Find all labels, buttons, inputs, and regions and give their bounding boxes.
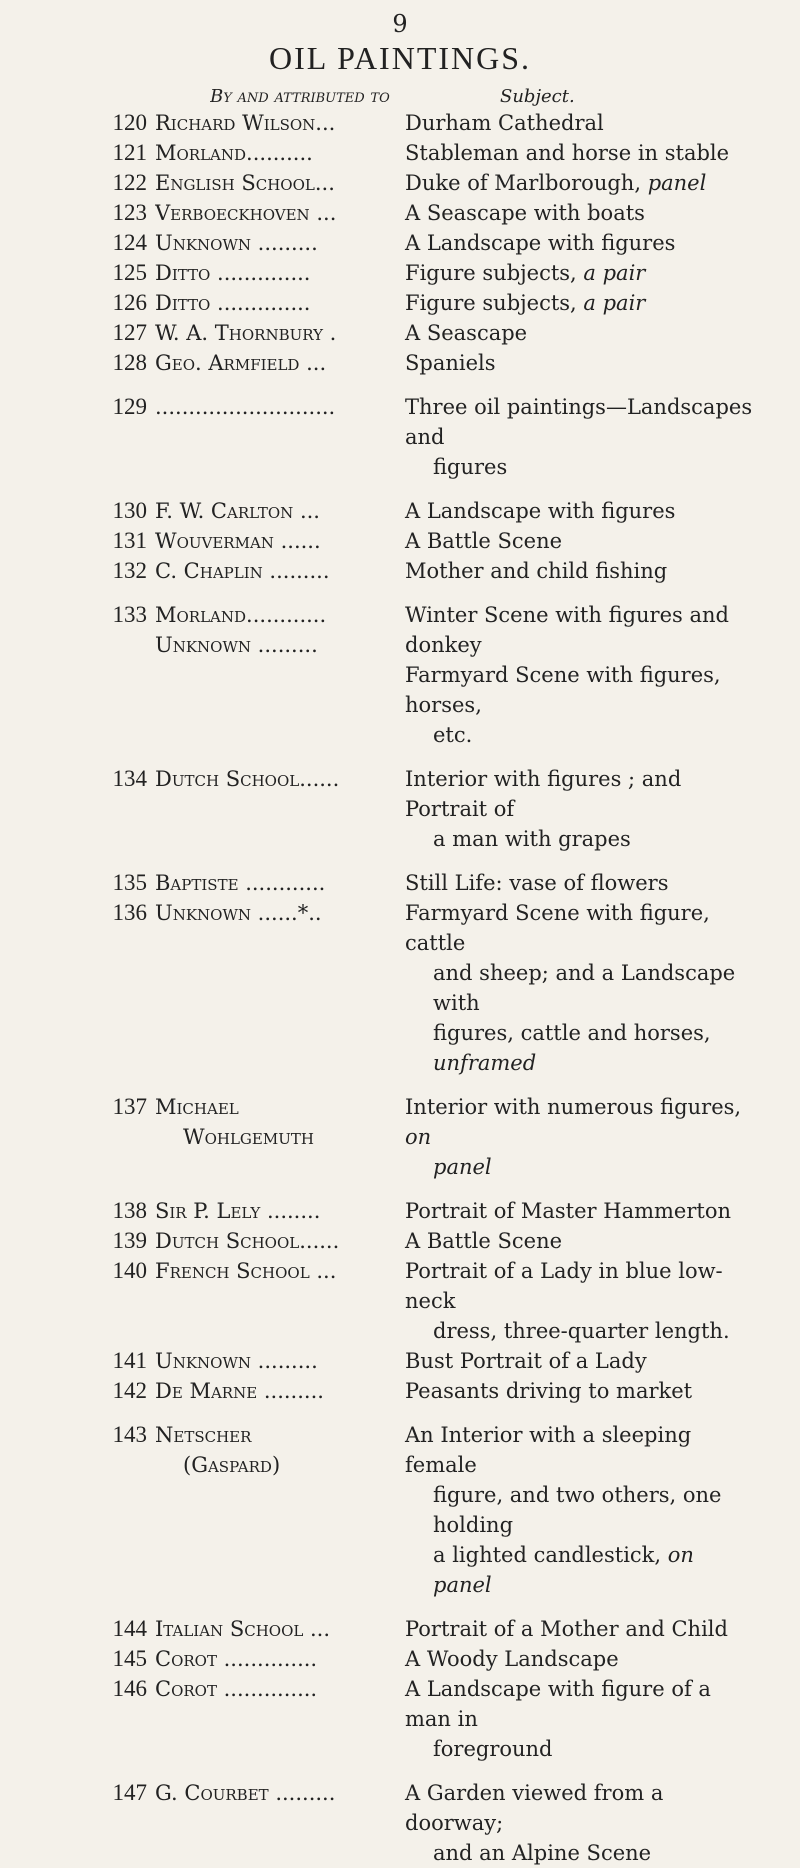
spacer bbox=[0, 1764, 800, 1778]
subject-text bbox=[405, 1376, 770, 1406]
subject-line: Portrait of Master Hammerton bbox=[405, 1199, 731, 1223]
artist-line: Morland............ bbox=[155, 603, 327, 627]
subject-continuation bbox=[405, 1152, 758, 1182]
artist-name: De Marne ......... bbox=[155, 1379, 324, 1403]
catalogue-entry bbox=[0, 138, 800, 168]
subject-line: Interior with figures ; and Portrait of bbox=[405, 767, 682, 821]
subject-text bbox=[405, 288, 770, 318]
subject-line: Farmyard Scene with figures, horses, bbox=[405, 663, 721, 717]
page-heading: OIL PAINTINGS. bbox=[268, 40, 532, 76]
catalogue-list bbox=[0, 108, 800, 1868]
artist-name: Unknown ......... bbox=[155, 1349, 318, 1373]
lot-number: 125 bbox=[112, 260, 147, 285]
artist-name: C. Chaplin ......... bbox=[155, 559, 330, 583]
catalogue-entry bbox=[0, 228, 800, 258]
subject-text bbox=[405, 1778, 770, 1868]
artist-name: Richard Wilson... bbox=[155, 111, 336, 135]
subject-line: Portrait of a Mother and Child bbox=[405, 1617, 728, 1641]
subject-continuation: figures, cattle and horses, unframed bbox=[433, 1021, 711, 1075]
spacer bbox=[0, 750, 800, 764]
lot-number: 141 bbox=[112, 1348, 147, 1373]
subject-italic: panel bbox=[647, 171, 707, 195]
subject-continuation: figures bbox=[433, 455, 508, 479]
artist-name: Dutch School...... bbox=[155, 1229, 340, 1253]
subject-continuation: foreground bbox=[433, 1737, 553, 1761]
lot-number: 133 bbox=[112, 602, 147, 627]
subject-text bbox=[405, 228, 770, 258]
subject-text bbox=[405, 600, 770, 750]
subject-text bbox=[405, 1420, 770, 1600]
subject-text bbox=[405, 392, 770, 482]
lot-number: 137 bbox=[112, 1094, 147, 1119]
lot-number: 147 bbox=[112, 1780, 147, 1805]
subject-continuation: figure, and two others, one holding bbox=[433, 1483, 722, 1537]
artist-name: Corot .............. bbox=[155, 1677, 318, 1701]
spacer bbox=[0, 1600, 800, 1614]
subject-text bbox=[405, 526, 770, 556]
subject-text bbox=[405, 168, 770, 198]
subject-line: Winter Scene with figures and donkey bbox=[405, 603, 729, 657]
subject-line: Still Life: vase of flowers bbox=[405, 871, 669, 895]
subject-line: Farmyard Scene with figure, cattle bbox=[405, 901, 710, 955]
catalogue-entry bbox=[0, 1256, 800, 1346]
spacer bbox=[0, 1078, 800, 1092]
lot-number: 146 bbox=[112, 1676, 147, 1701]
catalogue-entry bbox=[0, 764, 800, 854]
subject-line: A Battle Scene bbox=[405, 529, 563, 553]
artist-name: G. Courbet ......... bbox=[155, 1781, 336, 1805]
subject-line: Bust Portrait of a Lady bbox=[405, 1349, 647, 1373]
artist-name: F. W. Carlton ... bbox=[155, 499, 320, 523]
artist-line: Michael bbox=[155, 1095, 239, 1119]
artist-name: Morland.......... bbox=[155, 141, 313, 165]
catalogue-entry bbox=[0, 198, 800, 228]
spacer bbox=[0, 482, 800, 496]
artist-name: W. A. Thornbury . bbox=[155, 321, 337, 345]
subject-text bbox=[405, 138, 770, 168]
catalogue-entry bbox=[0, 1778, 800, 1868]
artist-line: Wohlgemuth bbox=[183, 1125, 314, 1149]
artist-line: Unknown ......... bbox=[155, 633, 318, 657]
subject-line: Interior with numerous figures, on bbox=[405, 1095, 742, 1149]
subject-text bbox=[405, 1674, 770, 1764]
subject-line: An Interior with a sleeping female bbox=[405, 1423, 692, 1477]
subject-text bbox=[405, 1614, 770, 1644]
subject-line: Mother and child fishing bbox=[405, 559, 668, 583]
artist-name: ........................... bbox=[155, 395, 336, 419]
catalogue-entry bbox=[0, 392, 800, 482]
artist-name: Sir P. Lely ........ bbox=[155, 1199, 321, 1223]
subject-continuation: dress, three-quarter length. bbox=[433, 1319, 730, 1343]
lot-number: 124 bbox=[112, 230, 147, 255]
subject-text bbox=[405, 108, 770, 138]
subject-text bbox=[405, 898, 770, 1078]
spacer bbox=[0, 1182, 800, 1196]
subject-line: Durham Cathedral bbox=[405, 111, 604, 135]
lot-number: 145 bbox=[112, 1646, 147, 1671]
spacer bbox=[0, 586, 800, 600]
artist-name: Wouverman ...... bbox=[155, 529, 321, 553]
catalogue-entry bbox=[0, 1092, 800, 1182]
catalogue-entry bbox=[0, 526, 800, 556]
catalogue-entry bbox=[0, 496, 800, 526]
catalogue-entry bbox=[0, 1420, 800, 1600]
subject-line: Three oil paintings—Landscapes and bbox=[405, 395, 753, 449]
catalogue-entry bbox=[0, 868, 800, 898]
catalogue-entry bbox=[0, 168, 800, 198]
spacer bbox=[0, 1406, 800, 1420]
lot-number: 143 bbox=[112, 1422, 147, 1447]
subject-text bbox=[405, 496, 770, 526]
subject-line: Duke of Marlborough, panel bbox=[405, 171, 707, 195]
artist-name: Ditto .............. bbox=[155, 291, 311, 315]
subject-column-heading: Subject. bbox=[500, 86, 575, 107]
catalogue-entry bbox=[0, 108, 800, 138]
subject-continuation: a man with grapes bbox=[433, 827, 631, 851]
subject-text bbox=[405, 258, 770, 288]
catalogue-entry bbox=[0, 1614, 800, 1644]
subject-text bbox=[405, 1226, 770, 1256]
artist-name: French School ... bbox=[155, 1259, 337, 1283]
subject-continuation: and sheep; and a Landscape with bbox=[433, 961, 736, 1015]
lot-number: 130 bbox=[112, 498, 147, 523]
artist-line: (Gaspard) bbox=[183, 1453, 281, 1477]
subject-text bbox=[405, 1092, 770, 1182]
subject-italic: panel bbox=[433, 1155, 492, 1179]
subject-line: A Seascape with boats bbox=[405, 201, 645, 225]
artist-name: Geo. Armfield ... bbox=[155, 351, 327, 375]
subject-italic: on bbox=[405, 1125, 432, 1149]
subject-line: A Battle Scene bbox=[405, 1229, 563, 1253]
catalogue-entry bbox=[0, 1226, 800, 1256]
lot-number: 140 bbox=[112, 1258, 147, 1283]
subject-line: A Woody Landscape bbox=[405, 1647, 619, 1671]
lot-number: 131 bbox=[112, 528, 147, 553]
catalogue-entry bbox=[0, 1674, 800, 1764]
subject-line: Spaniels bbox=[405, 351, 496, 375]
subject-continuation: a lighted candlestick, on panel bbox=[433, 1543, 694, 1597]
artist-name: Unknown ......... bbox=[155, 231, 318, 255]
artist-name: Italian School ... bbox=[155, 1617, 331, 1641]
catalogue-entry bbox=[0, 898, 800, 1078]
artist-column-heading: By and attributed to bbox=[210, 86, 390, 107]
subject-text bbox=[405, 1346, 770, 1376]
artist-name: Corot .............. bbox=[155, 1647, 318, 1671]
catalogue-entry bbox=[0, 258, 800, 288]
subject-line: A Landscape with figures bbox=[405, 231, 676, 255]
lot-number: 135 bbox=[112, 870, 147, 895]
lot-number: 129 bbox=[112, 394, 147, 419]
subject-text bbox=[405, 1256, 770, 1346]
subject-text bbox=[405, 318, 770, 348]
artist-name: Dutch School...... bbox=[155, 767, 340, 791]
subject-line: Portrait of a Lady in blue low-neck bbox=[405, 1259, 723, 1313]
artist-name bbox=[155, 1092, 405, 1182]
catalogue-entry bbox=[0, 318, 800, 348]
artist-name: Baptiste ............ bbox=[155, 871, 326, 895]
catalogue-entry bbox=[0, 1346, 800, 1376]
artist-name: Ditto .............. bbox=[155, 261, 311, 285]
artist-name: Verboeckhoven ... bbox=[155, 201, 337, 225]
lot-number: 128 bbox=[112, 350, 147, 375]
subject-line: Peasants driving to market bbox=[405, 1379, 693, 1403]
subject-text bbox=[405, 348, 770, 378]
subject-text bbox=[405, 1644, 770, 1674]
catalogue-entry bbox=[0, 348, 800, 378]
subject-text bbox=[405, 868, 770, 898]
lot-number: 126 bbox=[112, 290, 147, 315]
artist-name: Unknown ......*.. bbox=[155, 901, 322, 925]
lot-number: 139 bbox=[112, 1228, 147, 1253]
catalogue-entry bbox=[0, 600, 800, 750]
lot-number: 127 bbox=[112, 320, 147, 345]
subject-text bbox=[405, 198, 770, 228]
lot-number: 136 bbox=[112, 900, 147, 925]
subject-line: Stableman and horse in stable bbox=[405, 141, 730, 165]
subject-text bbox=[405, 764, 770, 854]
spacer bbox=[0, 854, 800, 868]
catalogue-entry bbox=[0, 1196, 800, 1226]
artist-name bbox=[155, 600, 405, 750]
artist-name: English School... bbox=[155, 171, 335, 195]
subject-italic: on panel bbox=[433, 1543, 694, 1597]
subject-text bbox=[405, 556, 770, 586]
lot-number: 142 bbox=[112, 1378, 147, 1403]
subject-italic: unframed bbox=[433, 1051, 537, 1075]
catalogue-entry bbox=[0, 1376, 800, 1406]
subject-italic: a pair bbox=[583, 261, 646, 285]
subject-line: Figure subjects, a pair bbox=[405, 291, 646, 315]
lot-number: 134 bbox=[112, 766, 147, 791]
lot-number: 121 bbox=[112, 140, 147, 165]
catalogue-entry bbox=[0, 1644, 800, 1674]
spacer bbox=[0, 378, 800, 392]
subject-line: A Landscape with figures bbox=[405, 499, 676, 523]
artist-line: Netscher bbox=[155, 1423, 252, 1447]
page-number: 9 bbox=[392, 10, 408, 38]
lot-number: 138 bbox=[112, 1198, 147, 1223]
lot-number: 122 bbox=[112, 170, 147, 195]
subject-line: Figure subjects, a pair bbox=[405, 261, 646, 285]
subject-text bbox=[405, 1196, 770, 1226]
artist-name bbox=[155, 1420, 405, 1600]
subject-line: A Seascape bbox=[405, 321, 528, 345]
lot-number: 120 bbox=[112, 110, 147, 135]
catalogue-entry bbox=[0, 556, 800, 586]
subject-line: A Garden viewed from a doorway; bbox=[405, 1781, 664, 1835]
lot-number: 123 bbox=[112, 200, 147, 225]
subject-continuation: and an Alpine Scene bbox=[433, 1841, 652, 1865]
catalogue-entry bbox=[0, 288, 800, 318]
subject-continuation: etc. bbox=[433, 723, 473, 747]
lot-number: 132 bbox=[112, 558, 147, 583]
lot-number: 144 bbox=[112, 1616, 147, 1641]
subject-line: A Landscape with figure of a man in bbox=[405, 1677, 711, 1731]
subject-italic: a pair bbox=[583, 291, 646, 315]
